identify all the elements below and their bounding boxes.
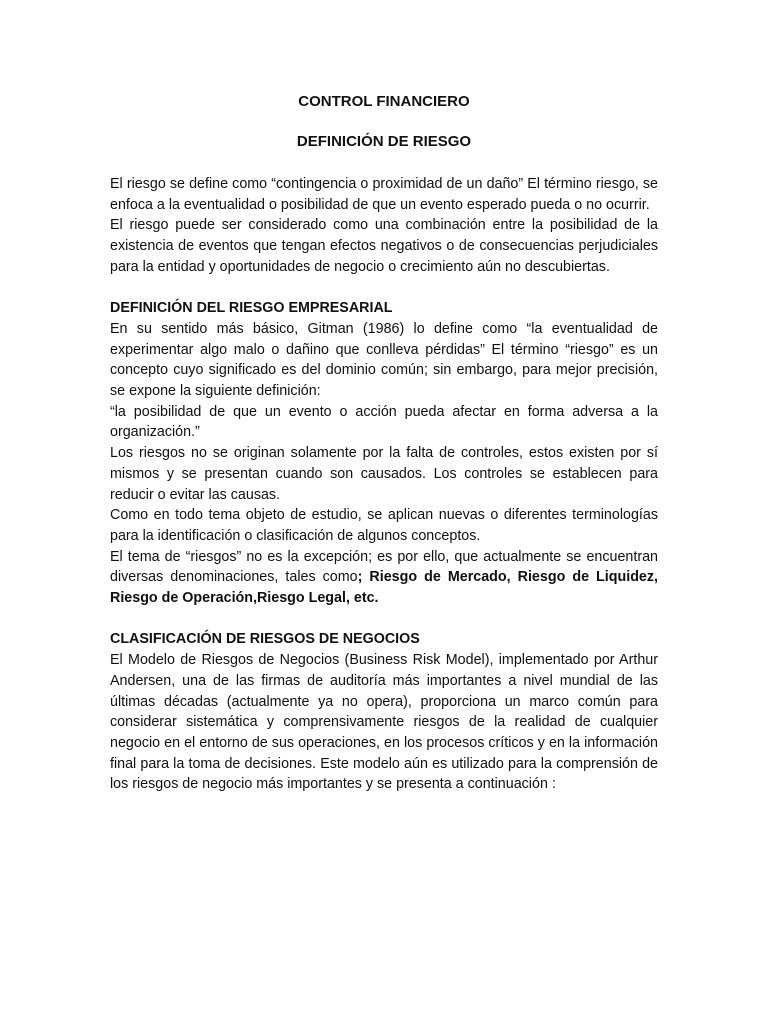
section-heading-clasificacion: CLASIFICACIÓN DE RIESGOS DE NEGOCIOS [110, 631, 420, 648]
document-page [110, 92, 658, 795]
section1-paragraph-4: Como en todo tema objeto de estudio, se aplican nuevas o diferentes terminologías para la identificación o clasificación de algunos conceptos. [110, 507, 658, 544]
section1-paragraph-1: En su sentido más básico, Gitman (1986) lo define como “la eventualidad de experimentar algo malo o dañino que conlleva pérdidas” El término “riesgo” es un concepto cuyo significado es del dominio común; sin embargo, para mejor precisión, se expone la siguiente definición: [110, 320, 658, 400]
document-title: CONTROL FINANCIERO [298, 93, 470, 110]
intro-paragraph-1: El riesgo se define como “contingencia o proximidad de un daño” El término riesgo, se enfoca a la eventualidad o posibilidad de que un evento esperado pueda o no ocurrir. [110, 176, 658, 213]
section1-paragraph-3: Los riesgos no se originan solamente por la falta de controles, estos existen por sí mismos y se presentan cuando son causados. Los controles se establecen para reducir o evitar las causas. [110, 445, 658, 503]
document-subtitle: DEFINICIÓN DE RIESGO [296, 133, 472, 150]
section1-quote: “la posibilidad de que un evento o acción pueda afectar en forma adversa a la organización.” [110, 403, 658, 441]
intro-paragraph-2: El riesgo puede ser considerado como una combinación entre la posibilidad de la existencia de eventos que tengan efectos negativos o de consecuencias perjudiciales para la entidad y oportunidades de negocio o crecimiento aún no descubiertas. [110, 217, 658, 275]
section1-paragraph-5-text: El tema de “riesgos” no es la excepción; es por ello, que actualmente se encuentran diversas denominaciones, tales como [110, 548, 658, 586]
section2-paragraph: El Modelo de Riesgos de Negocios (Business Risk Model), implementado por Arthur Andersen, una de las firmas de auditoría más importantes a nivel mundial de las últimas décadas (actualmente ya no opera), proporciona un marco común para considerar sistemática y comprensivamente riesgos de la realidad de cualquier negocio en el entorno de sus operaciones, en los procesos críticos y en la información final para la toma de decisiones. Este modelo aún es utilizado para la comprensión de los riesgos de negocio más importantes y se presenta a continuación : [110, 652, 658, 793]
section1-paragraph-5 [110, 547, 658, 609]
section-heading-riesgo-empresarial: DEFINICIÓN DEL RIESGO EMPRESARIAL [110, 300, 393, 317]
risk-types-list: ; Riesgo de Mercado, Riesgo de Liquidez, Riesgo de Operación,Riesgo Legal, etc. [110, 569, 659, 607]
